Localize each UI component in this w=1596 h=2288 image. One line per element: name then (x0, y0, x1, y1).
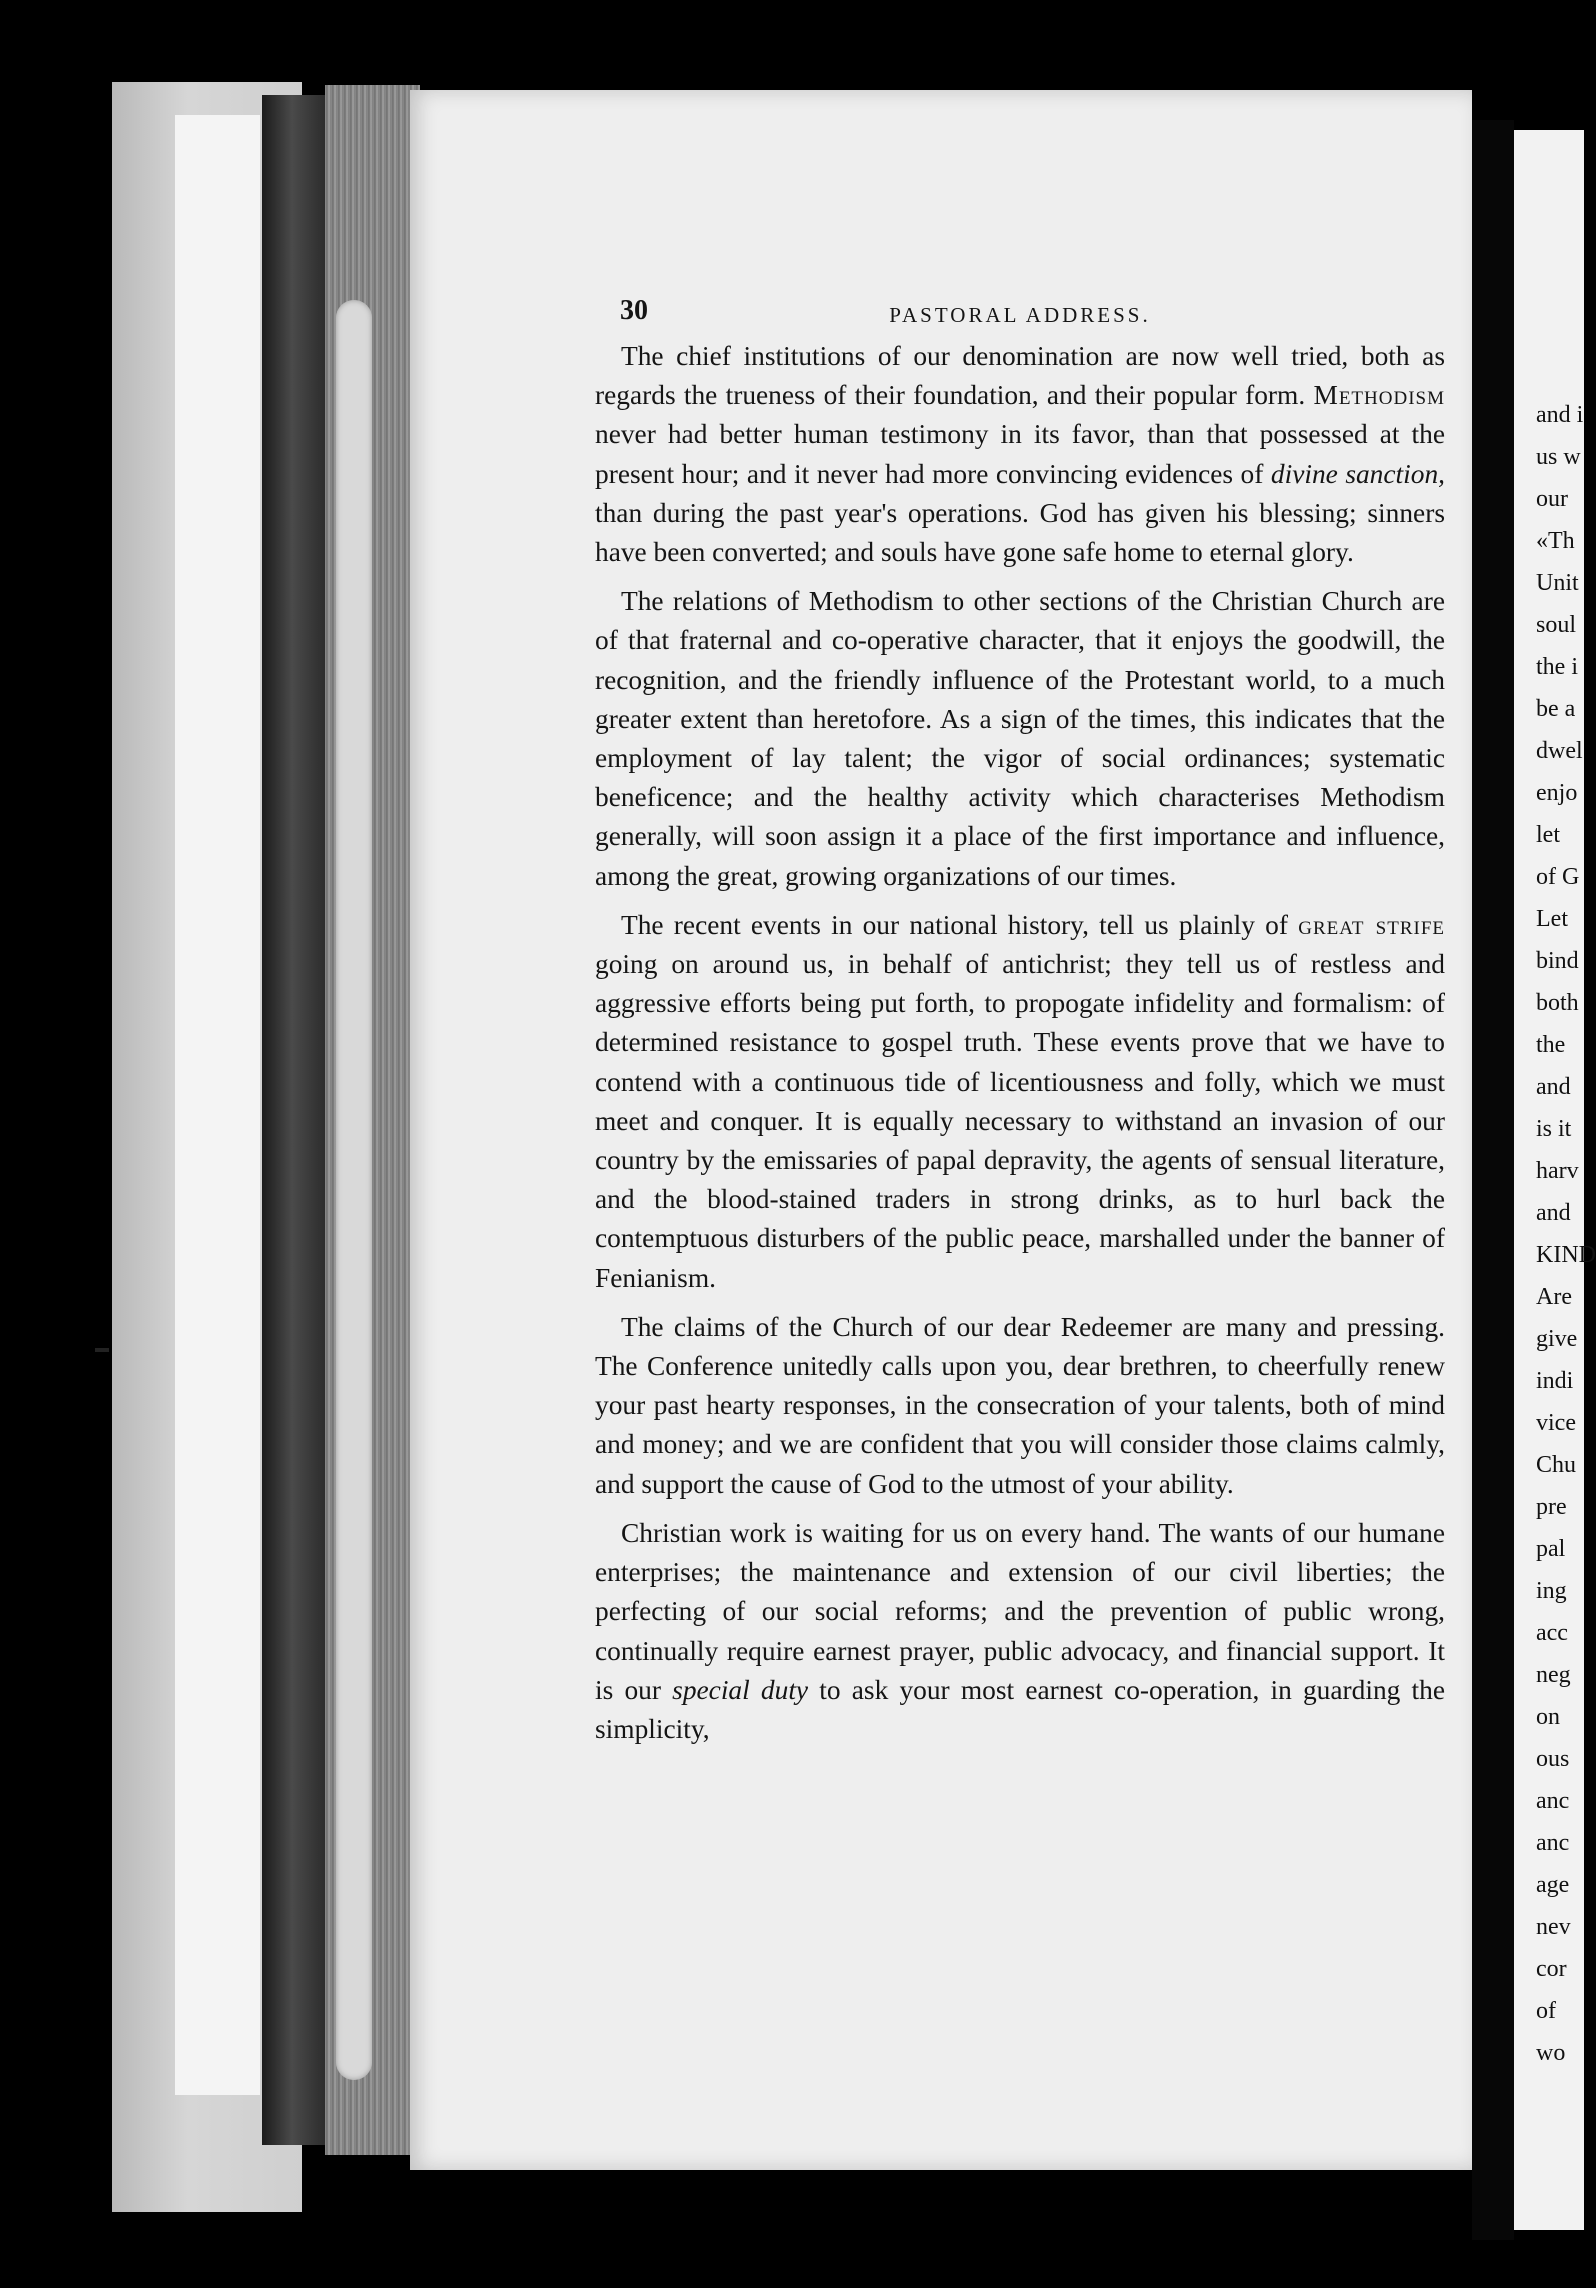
facing-page-line: our (1536, 486, 1568, 512)
italic-text: divine sanction, (1270, 458, 1445, 489)
facing-page-line: indi (1536, 1368, 1574, 1394)
facing-page-line: nev (1536, 1914, 1571, 1940)
facing-page-line: wo (1536, 2040, 1566, 2066)
facing-page-line: let (1536, 822, 1560, 848)
margin-mark (95, 1348, 109, 1352)
facing-page-line: Let (1536, 906, 1568, 932)
facing-page-line: of G (1536, 864, 1580, 890)
torn-page-edge (336, 300, 372, 2080)
facing-page-line: soul (1536, 612, 1577, 638)
paragraph (595, 1514, 1445, 1749)
paragraph (595, 1308, 1445, 1504)
facing-page-line: be a (1536, 696, 1576, 722)
facing-page-line: anc (1536, 1830, 1570, 1856)
facing-page-line: acc (1536, 1620, 1568, 1646)
text-run: never had better human testimony in its favor, than that possessed at the present hour; and it never had more convincing evidences of (595, 419, 1445, 489)
text-run: going on around us, in behalf of antichrist; they tell us of restless and aggressive efforts being put forth, to propogate infidelity and formalism: of determined resistance to gospel truth. These events prove that we have to contend with a continuous tide of licentiousness and folly, which we must meet and conquer. It is equally necessary to withstand an invasion of our country by the emissaries of papal depravity, the agents of sensual literature, and the blood-stained traders in strong drinks, as to hurl back the contemptuous disturbers of the public peace, marshalled under the banner of Fenianism. (595, 949, 1445, 1293)
cover-lining (175, 115, 260, 2095)
facing-page-line: «Th (1536, 528, 1575, 554)
italic-text: special duty (672, 1674, 809, 1705)
facing-page-line: give (1536, 1326, 1578, 1352)
facing-page-line: bind (1536, 948, 1579, 974)
small-caps-text: Methodism (1313, 380, 1445, 411)
running-head: PASTORAL ADDRESS. (889, 303, 1151, 327)
facing-page-line: pre (1536, 1494, 1567, 1520)
facing-page (1514, 130, 1596, 2230)
facing-page-line: both (1536, 990, 1579, 1016)
small-caps-text: great strife (1298, 909, 1445, 940)
facing-page-line: cor (1536, 1956, 1567, 1982)
facing-page-line: Chu (1536, 1452, 1577, 1478)
text-run: The recent events in our national history, tell us plainly of (621, 909, 1299, 940)
facing-page-line: ous (1536, 1746, 1570, 1772)
page-number: 30 (620, 295, 648, 326)
paragraph (595, 582, 1445, 896)
facing-page-line: harv (1536, 1158, 1579, 1184)
facing-page-line: the i (1536, 654, 1578, 680)
text-run: The chief institutions of our denomination are now well tried, both as regards the trueness of their foundation, and their popular form. (595, 341, 1445, 411)
facing-page-line: the (1536, 1032, 1566, 1058)
facing-page-line: and (1536, 1074, 1571, 1100)
facing-page-line: pal (1536, 1536, 1566, 1562)
facing-page-line: vice (1536, 1410, 1576, 1436)
facing-page-line: enjo (1536, 780, 1578, 806)
page-header (595, 295, 1445, 337)
facing-page-line: dwel (1536, 738, 1583, 764)
facing-page-line: of (1536, 1998, 1556, 2024)
facing-page-line: is it (1536, 1116, 1572, 1142)
text-run: The relations of Methodism to other sections of the Christian Church are of that fraternal and co-operative character, that it enjoys the goodwill, the recognition, and the friendly influence of the Protestant world, to a much greater extent than heretofore. As a sign of the times, this indicates that the employment of lay talent; the vigor of social ordinances; systematic beneficence; and the healthy activity which characterises Methodism generally, will soon assign it a place of the first importance and influence, among the great, growing organizations of our times. (595, 586, 1445, 891)
facing-page-line: Unit (1536, 570, 1579, 596)
paragraph (595, 906, 1445, 1298)
text-run: than during the past year's operations. God has given his blessing; sinners have been converted; and souls have gone safe home to eternal glory. (595, 497, 1445, 568)
facing-page-line: ing (1536, 1578, 1567, 1604)
facing-page-line: Are (1536, 1284, 1572, 1310)
facing-page-line: anc (1536, 1788, 1570, 1814)
text-run: The claims of the Church of our dear Redeemer are many and pressing. The Conference unitedly calls upon you, dear brethren, to cheerfully renew your past hearty responses, in the consecration of your talents, both of mind and money; and we are confident that you will consider those claims calmly, and support the cause of God to the utmost of your ability. (595, 1311, 1445, 1499)
facing-page-line: and (1536, 1200, 1571, 1226)
facing-page-line: neg (1536, 1662, 1571, 1688)
page-content (595, 295, 1445, 1759)
facing-page-line: and i (1536, 402, 1584, 428)
book-gutter (1472, 120, 1514, 2240)
paragraph (595, 337, 1445, 572)
text-run: to ask your most earnest co-operation, in guarding the simplicity, (595, 1674, 1446, 1744)
text-run: Christian work is waiting for us on every hand. The wants of our humane enterprises; the maintenance and extension of our civil liberties; the perfecting of our social reforms; and the prevention of public wrong, continually require earnest prayer, public advocacy, and financial support. It is our (595, 1517, 1445, 1705)
facing-page-line: age (1536, 1872, 1570, 1898)
facing-page-line: on (1536, 1704, 1560, 1730)
facing-page-line: us w (1536, 444, 1581, 470)
body-text (595, 337, 1445, 1749)
facing-page-line: KIND (1536, 1242, 1596, 1268)
